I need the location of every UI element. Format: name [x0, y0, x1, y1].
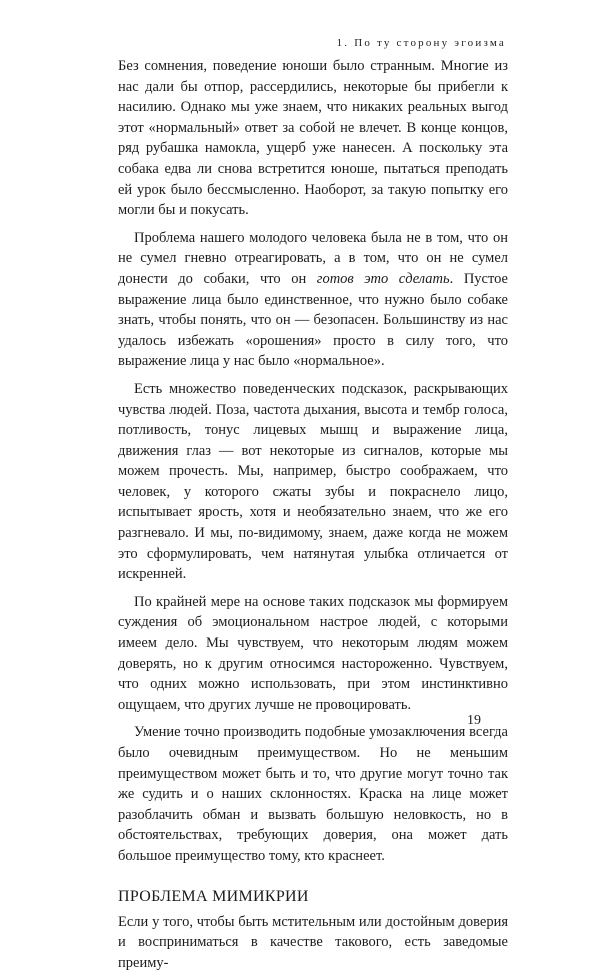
paragraph-text: По крайней мере на основе таких подсказок мы формируем суждения об эмоциональном настрое людей, с которыми имеем дело. Мы чувствуем, что некоторым людям можем доверять, но к другим относимся настороженно. Чувствуем, что одних можно использовать, при этом инстинктивно ощущаем, что других лучше не провоцировать.	[118, 593, 508, 713]
paragraph-text: Есть множество поведенческих подсказок, раскрывающих чувства людей. Поза, частота дыхания, высота и тембр голоса, потливость, тонус лицевых мышц и выражение лица, движения глаз — вот некоторые из сигналов, которые мы можем прочесть. Мы, например, быстро соображаем, что человек, у которого сжаты зубы и покраснело лицо, испытывает ярость, хотя и необязательно знаем, что же его разгневало. И мы, по-видимому, знаем, даже когда не можем это сформулировать, чем натянутая улыбка отличается от искренней.	[118, 380, 508, 583]
running-header: 1. По ту сторону эгоизма	[336, 37, 506, 49]
paragraph-text: Если у того, чтобы быть мстительным или достойным доверия и восприниматься в качестве такового, есть заведомые преиму-	[118, 913, 508, 971]
paragraph	[118, 592, 508, 716]
paragraph	[118, 722, 508, 866]
paragraph	[118, 379, 508, 585]
paragraph	[118, 912, 508, 974]
paragraph-text: . Пустое выражение лица было единственное, что нужно было собаке знать, чтобы понять, что он — безопасен. Большинству из нас удалось избежать «орошения» просто в силу того, что выражение лица у нас было «нормальное».	[118, 270, 508, 370]
page-number: 19	[467, 713, 481, 728]
paragraph-text: Умение точно производить подобные умозаключения всегда было очевидным преимуществом. Но не меньшим преимуществом может быть и то, что другие могут точно так же судить и о наших склонностях. Краска на лице может разоблачить обман и вызвать большую неловкость, но в обстоятельствах, требующих доверия, она может дать большое преимущество тому, кто краснеет.	[118, 724, 508, 864]
italic-phrase: готов это сделать	[316, 270, 450, 287]
paragraph-text: Без сомнения, поведение юноши было странным. Многие из нас дали бы отпор, рассердились, некоторые бы прибегли к насилию. Однако мы уже знаем, что никаких реальных выгод этот «нормальный» ответ за собой не влечет. В конце концов, ряд рубашка намокла, ущерб уже нанесен. А поскольку эта собака едва ли снова встретится юноше, пытаться преподать ей урок было бессмысленно. Наоборот, за такую попытку его могли бы и покусать.	[118, 58, 508, 219]
section-heading: ПРОБЛЕМА МИМИКРИИ	[118, 887, 309, 905]
page-body	[118, 56, 508, 980]
paragraph	[118, 56, 508, 221]
paragraph	[118, 228, 508, 372]
paragraph-text: Проблема нашего молодого человека была не в том, что он не сумел гневно отреагировать, а в том, что он не сумел донести до собаки, что он	[118, 229, 508, 287]
